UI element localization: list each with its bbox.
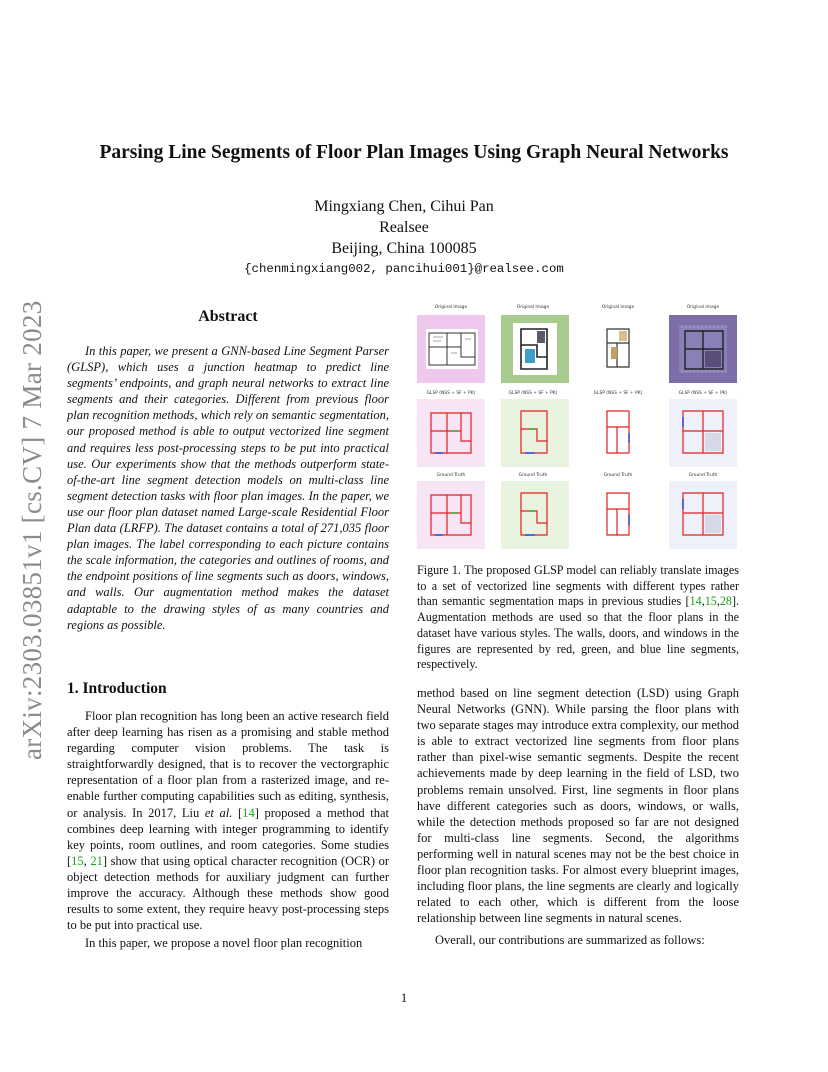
citation-link[interactable]: 28 [719, 594, 732, 609]
intro-left-column [67, 708, 389, 951]
row-label-original-1: Original Image [434, 305, 468, 310]
row-label-glsp-2: GLSP (NSS + SF + PK) [508, 391, 558, 396]
figure-grid [417, 313, 739, 549]
text-span: [ [232, 805, 243, 820]
ground-truth-4 [669, 481, 737, 549]
row-label-original-2: Original Image [516, 305, 550, 310]
caption-sep: , [716, 594, 720, 609]
citation-link[interactable]: 14 [689, 594, 702, 609]
glsp-result-3 [585, 399, 653, 467]
intro-paragraph-1 [67, 708, 389, 933]
paper-title: Parsing Line Segments of Floor Plan Images Using Graph Neural Networks [99, 142, 729, 163]
author-names: Mingxiang Chen, Cihui Pan [314, 198, 494, 215]
row-label-gt-3: Ground Truth [603, 473, 633, 478]
original-image-3 [585, 315, 653, 383]
caption-text-a: Figure 1. The proposed GLSP model can reliably translate images to a set of vectorized line segments with different types rather than semantic segmentation maps in previous studies [ [417, 563, 739, 609]
original-image-1 [417, 315, 485, 383]
caption-sep: , [701, 594, 705, 609]
intro-right-column [417, 685, 739, 949]
citation-link[interactable]: 15 [71, 853, 84, 868]
row-label-original-4: Original Image [686, 305, 720, 310]
figure-1 [417, 305, 739, 549]
text-span: ] show that using optical character recognition (OCR) or object detection methods for auxiliary judgment can further improve the accuracy. Although these methods show good results to some extent, they require heavy post-processing steps to be put into practical use. [67, 853, 390, 933]
text-span: Floor plan recognition has long been an active research field after deep learning has risen as a promising and stable method regarding computer vision problems. The task is straightforwardly designed, that is to recover the vectorgraphic representation of a floor plan from a rasterized image, and re-enable further computing capabilities such as editing, synthesis, or analysis. In 2017, Liu [67, 709, 389, 820]
row-label-glsp-3: GLSP (NSS + SF + PK) [593, 391, 643, 396]
row-label-gt-1: Ground Truth [436, 473, 466, 478]
glsp-result-2 [501, 399, 569, 467]
row-label-glsp-1: GLSP (NSS + SF + PK) [426, 391, 476, 396]
citation-link[interactable]: 15 [704, 594, 717, 609]
glsp-result-1 [417, 399, 485, 467]
ground-truth-3 [585, 481, 653, 549]
original-image-4 [669, 315, 737, 383]
intro-paragraph-4: Overall, our contributions are summarized as follows: [435, 933, 705, 948]
row-label-original-3: Original Image [601, 305, 635, 310]
author-block [0, 196, 808, 280]
text-span: et al. [204, 805, 233, 820]
row-label-glsp-4: GLSP (NSS + SF + PK) [678, 391, 728, 396]
text-span: , [83, 853, 91, 868]
ground-truth-1 [417, 481, 485, 549]
author-location: Beijing, China 100085 [331, 240, 477, 257]
page-number: 1 [400, 990, 408, 1005]
author-email: {chenmingxiang002, pancihui001}@realsee.com [244, 262, 564, 276]
citation-link[interactable]: 14 [242, 805, 255, 820]
caption-text-b: ]. Augmentation methods are used so that the floor plans in the dataset have various styles. The walls, doors, and windows in the figures are represented by red, green, and blue line segments, respectively. [417, 594, 739, 672]
text-span: ] proposed a method that combines deep learning with integer programming to identify key points, room outlines, and room categories. Some studies [ [67, 805, 389, 868]
figure-caption [417, 563, 739, 673]
intro-paragraph-3: method based on line segment detection (LSD) using Graph Neural Networks (GNN). While parsing the floor plans with two separate stages may introduce extra complexity, our method is able to extract vectorized line segments from floor plans rather than pixel-wise semantic segments. Despite the recent achievements made by deep learning in the field of LSD, two problems remain unsolved. First, line segments in floor plans have different categories such as doors, windows, or walls, while the detection methods proposed so far are not designed for multi-class line segments. Second, the algorithms performing well in natural scenes may not be the best choice in floor plan recognition tasks. For almost every blueprint images, including floor plans, the line segments are clearly and logically related to each other, which is different from the loose relationship between line segments in natural scenes. [417, 686, 739, 926]
row-label-gt-2: Ground Truth [518, 473, 548, 478]
row-label-gt-4: Ground Truth [688, 473, 718, 478]
glsp-result-4 [669, 399, 737, 467]
author-affiliation: Realsee [379, 219, 429, 236]
section-heading-introduction: 1. Introduction [67, 680, 167, 697]
abstract-body: In this paper, we present a GNN-based Line Segment Parser (GLSP), which uses a junction heatmap to predict line segments’ endpoints, and graph neural networks to extract line segments and their categories. Different from previous floor plan recognition methods, which rely on semantic segmentation, our proposed method is able to output vectorized line segment and requires less post-processing steps to be put into practical use. Our experiments show that the methods outperform state-of-the-art line segment detection models on multi-class line segment detection tasks with floor plan images. In the paper, we use our floor plan dataset named Large-scale Residential Floor Plan data (LRFP). The dataset contains a total of 271,035 floor plan images. The label corresponding to each picture contains the scale information, the categories and outlines of rooms, and the endpoint positions of line segments such as doors, windows, and walls. Our augmentation method makes the dataset adaptable to the drawing styles of as many countries and regions as possible. [67, 344, 389, 632]
citation-link[interactable]: 21 [90, 853, 103, 868]
ground-truth-2 [501, 481, 569, 549]
intro-paragraph-2: In this paper, we propose a novel floor plan recognition [85, 936, 363, 951]
arxiv-watermark: arXiv:2303.03851v1 [cs.CV] 7 Mar 2023 [17, 300, 47, 760]
abstract-heading: Abstract [198, 308, 258, 325]
original-image-2 [501, 315, 569, 383]
